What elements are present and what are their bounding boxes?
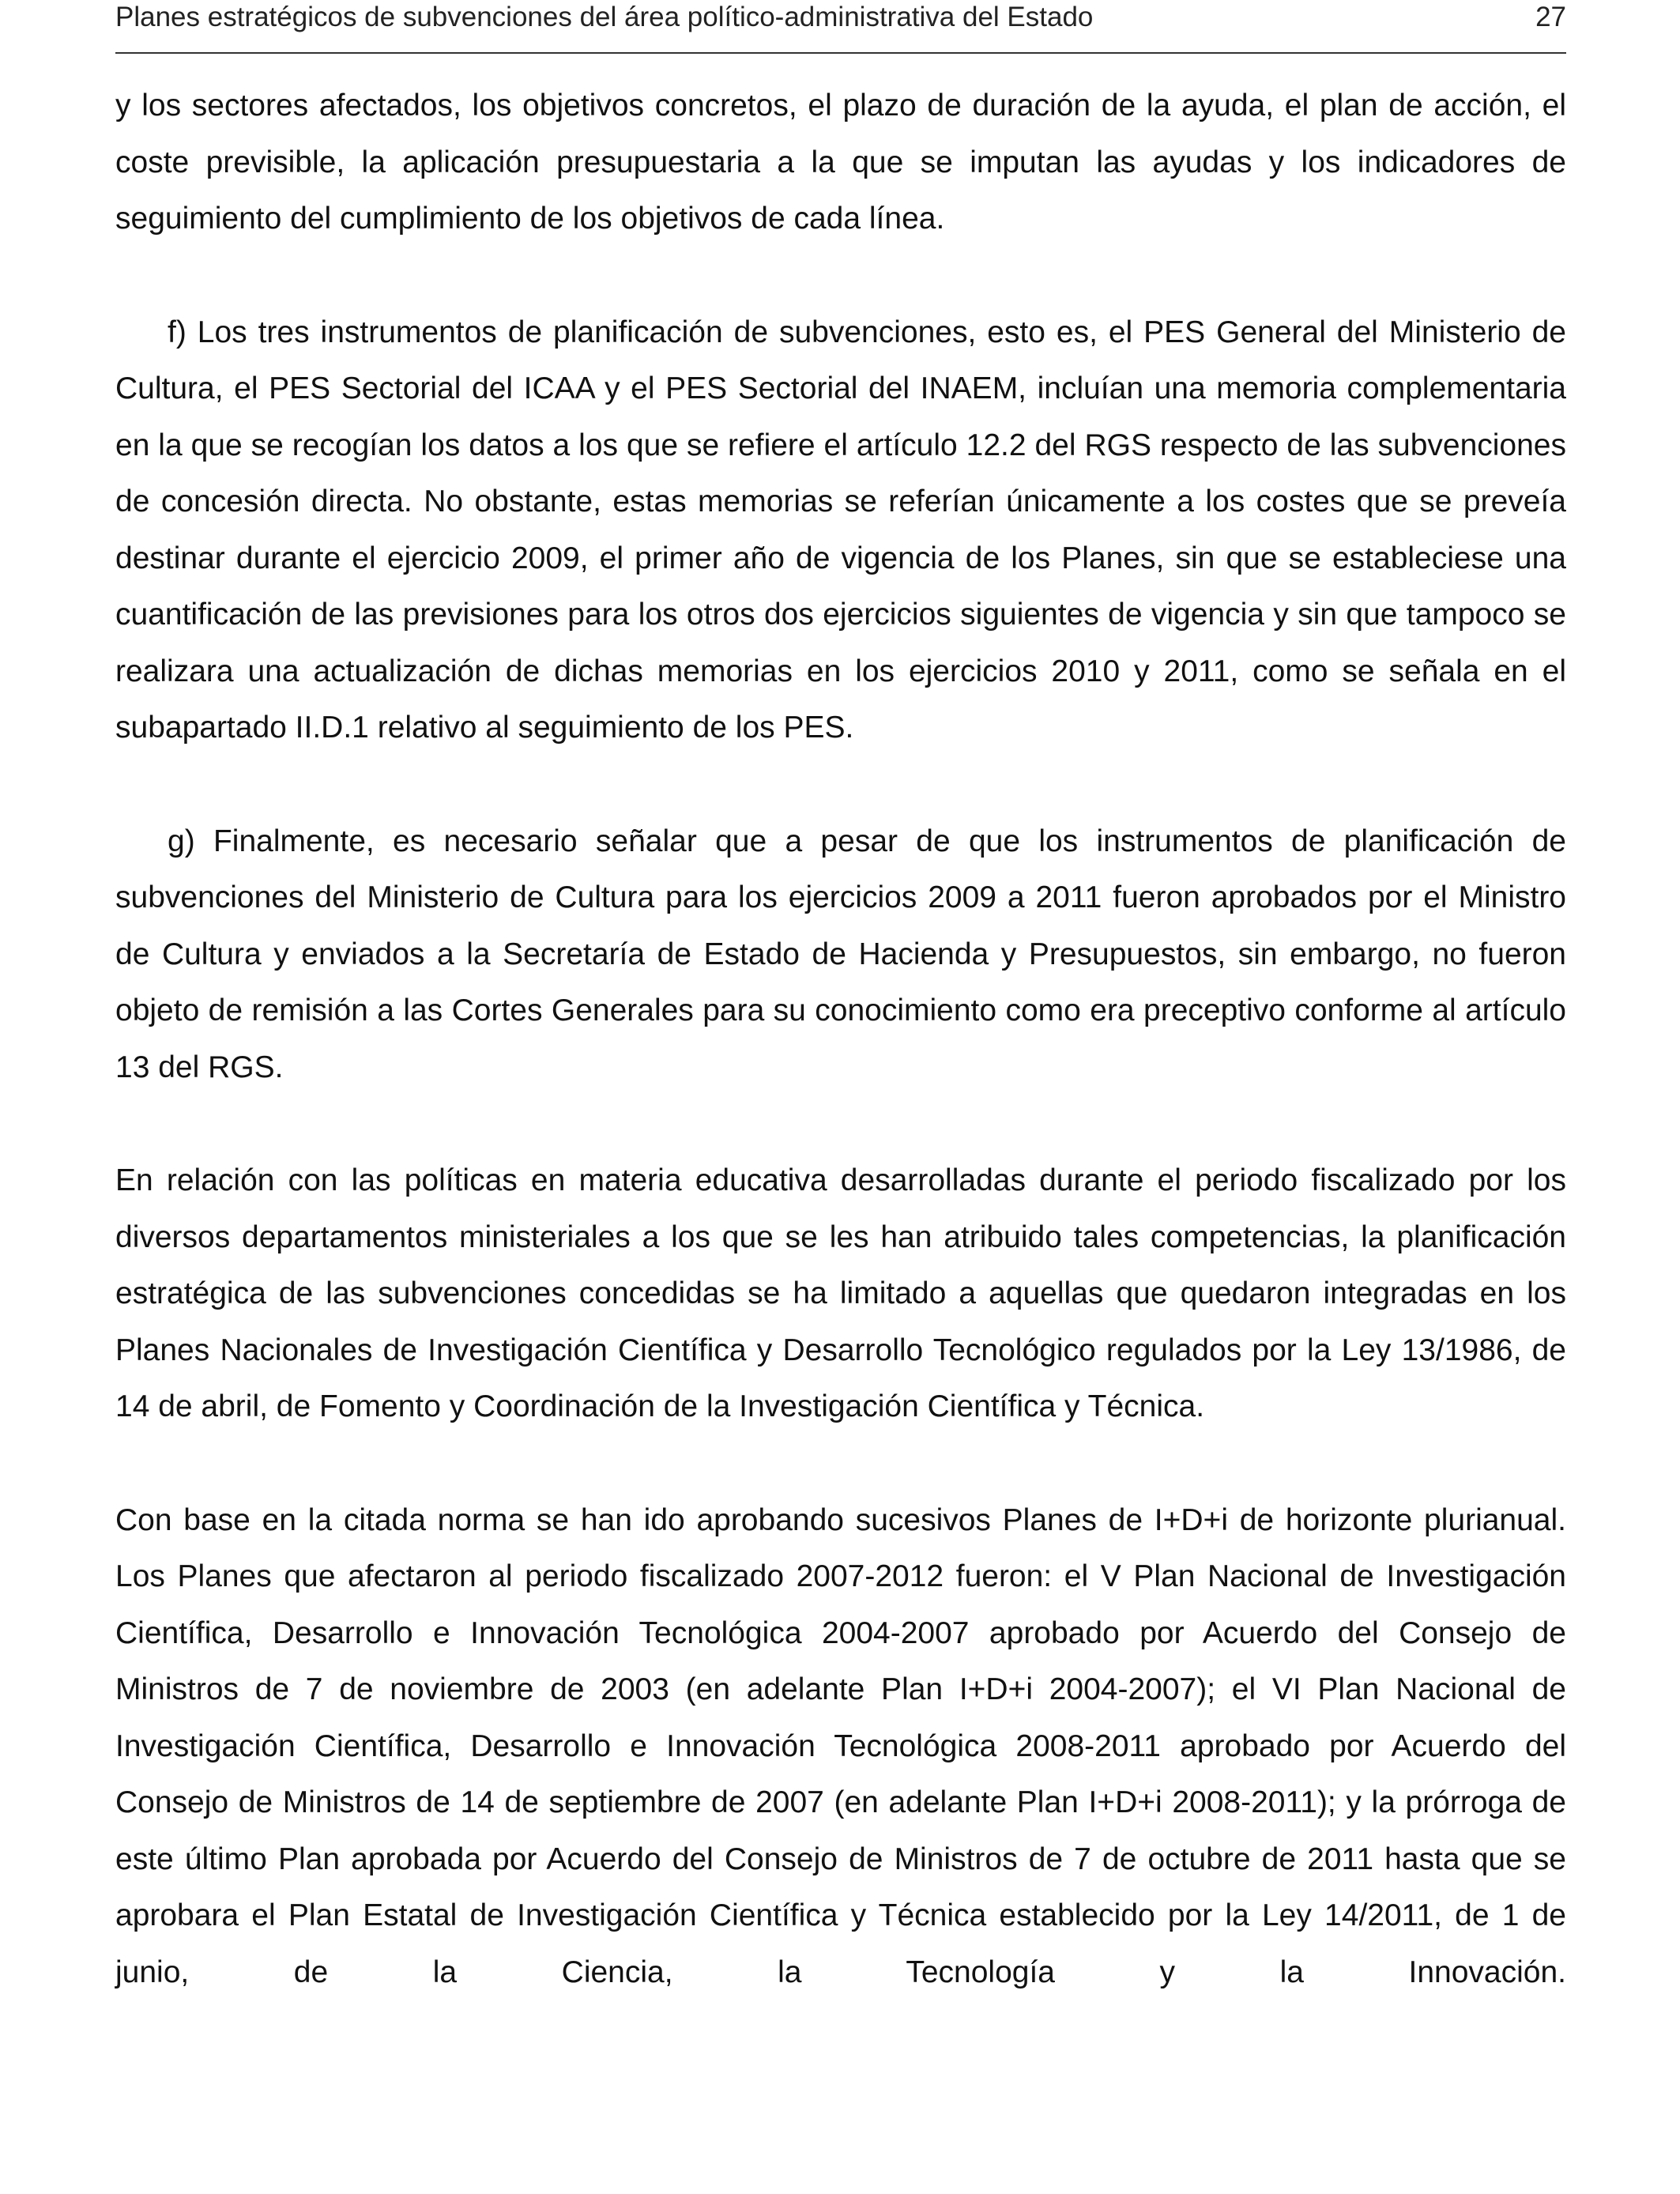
document-body <box>115 77 1566 2057</box>
paragraph-idi-plans: Con base en la citada norma se han ido aprobando sucesivos Planes de I+D+i de horizonte plurianual. Los Planes que afectaron al periodo fiscalizado 2007-2012 fueron: el V Plan Nacional de Investigación Científica, Desarrollo e Innovación Tecnológica 2004-2007 aprobado por Acuerdo del Consejo de Ministros de 7 de noviembre de 2003 (en adelante Plan I+D+i 2004-2007); el VI Plan Nacional de Investigación Científica, Desarrollo e Innovación Tecnológica 2008-2011 aprobado por Acuerdo del Consejo de Ministros de 14 de septiembre de 2007 (en adelante Plan I+D+i 2008-2011); y la prórroga de este último Plan aprobada por Acuerdo del Consejo de Ministros de 7 de octubre de 2011 hasta que se aprobara el Plan Estatal de Investigación Científica y Técnica establecido por la Ley 14/2011, de 1 de junio, de la Ciencia, la Tecnología y la Innovación. <box>115 1502 1566 1989</box>
paragraph-item-g: g) Finalmente, es necesario señalar que a pesar de que los instrumentos de planificación de subvenciones del Ministerio de Cultura para los ejercicios 2009 a 2011 fueron aprobados por el Ministro de Cultura y enviados a la Secretaría de Estado de Hacienda y Presupuestos, sin embargo, no fueron objeto de remisión a las Cortes Generales para su conocimiento como era preceptivo conforme al artículo 13 del RGS. <box>115 824 1566 1084</box>
page-header <box>115 0 1566 54</box>
paragraph-education-policy: En relación con las políticas en materia educativa desarrolladas durante el periodo fiscalizado por los diversos departamentos ministeriales a los que se les han atribuido tales competencias, la planificación estratégica de las subvenciones concedidas se ha limitado a aquellas que quedaron integradas en los Planes Nacionales de Investigación Científica y Desarrollo Tecnológico regulados por la Ley 13/1986, de 14 de abril, de Fomento y Coordinación de la Investigación Científica y Técnica. <box>115 1163 1566 1423</box>
paragraph-item-f: f) Los tres instrumentos de planificación de subvenciones, esto es, el PES General del Ministerio de Cultura, el PES Sectorial del ICAA y el PES Sectorial del INAEM, incluían una memoria complementaria en la que se recogían los datos a los que se refiere el artículo 12.2 del RGS respecto de las subvenciones de concesión directa. No obstante, estas memorias se referían únicamente a los costes que se preveía destinar durante el ejercicio 2009, el primer año de vigencia de los Planes, sin que se estableciese una cuantificación de las previsiones para los otros dos ejercicios siguientes de vigencia y sin que tampoco se realizara una actualización de dichas memorias en los ejercicios 2010 y 2011, como se señala en el subapartado II.D.1 relativo al seguimiento de los PES. <box>115 315 1566 745</box>
paragraph-continuation: y los sectores afectados, los objetivos concretos, el plazo de duración de la ayuda, el plan de acción, el coste previsible, la aplicación presupuestaria a la que se imputan las ayudas y los indicadores de seguimiento del cumplimiento de los objetivos de cada línea. <box>115 89 1566 236</box>
header-title: Planes estratégicos de subvenciones del área político-administrativa del Estado <box>115 2 1094 32</box>
page-number: 27 <box>1535 2 1566 32</box>
